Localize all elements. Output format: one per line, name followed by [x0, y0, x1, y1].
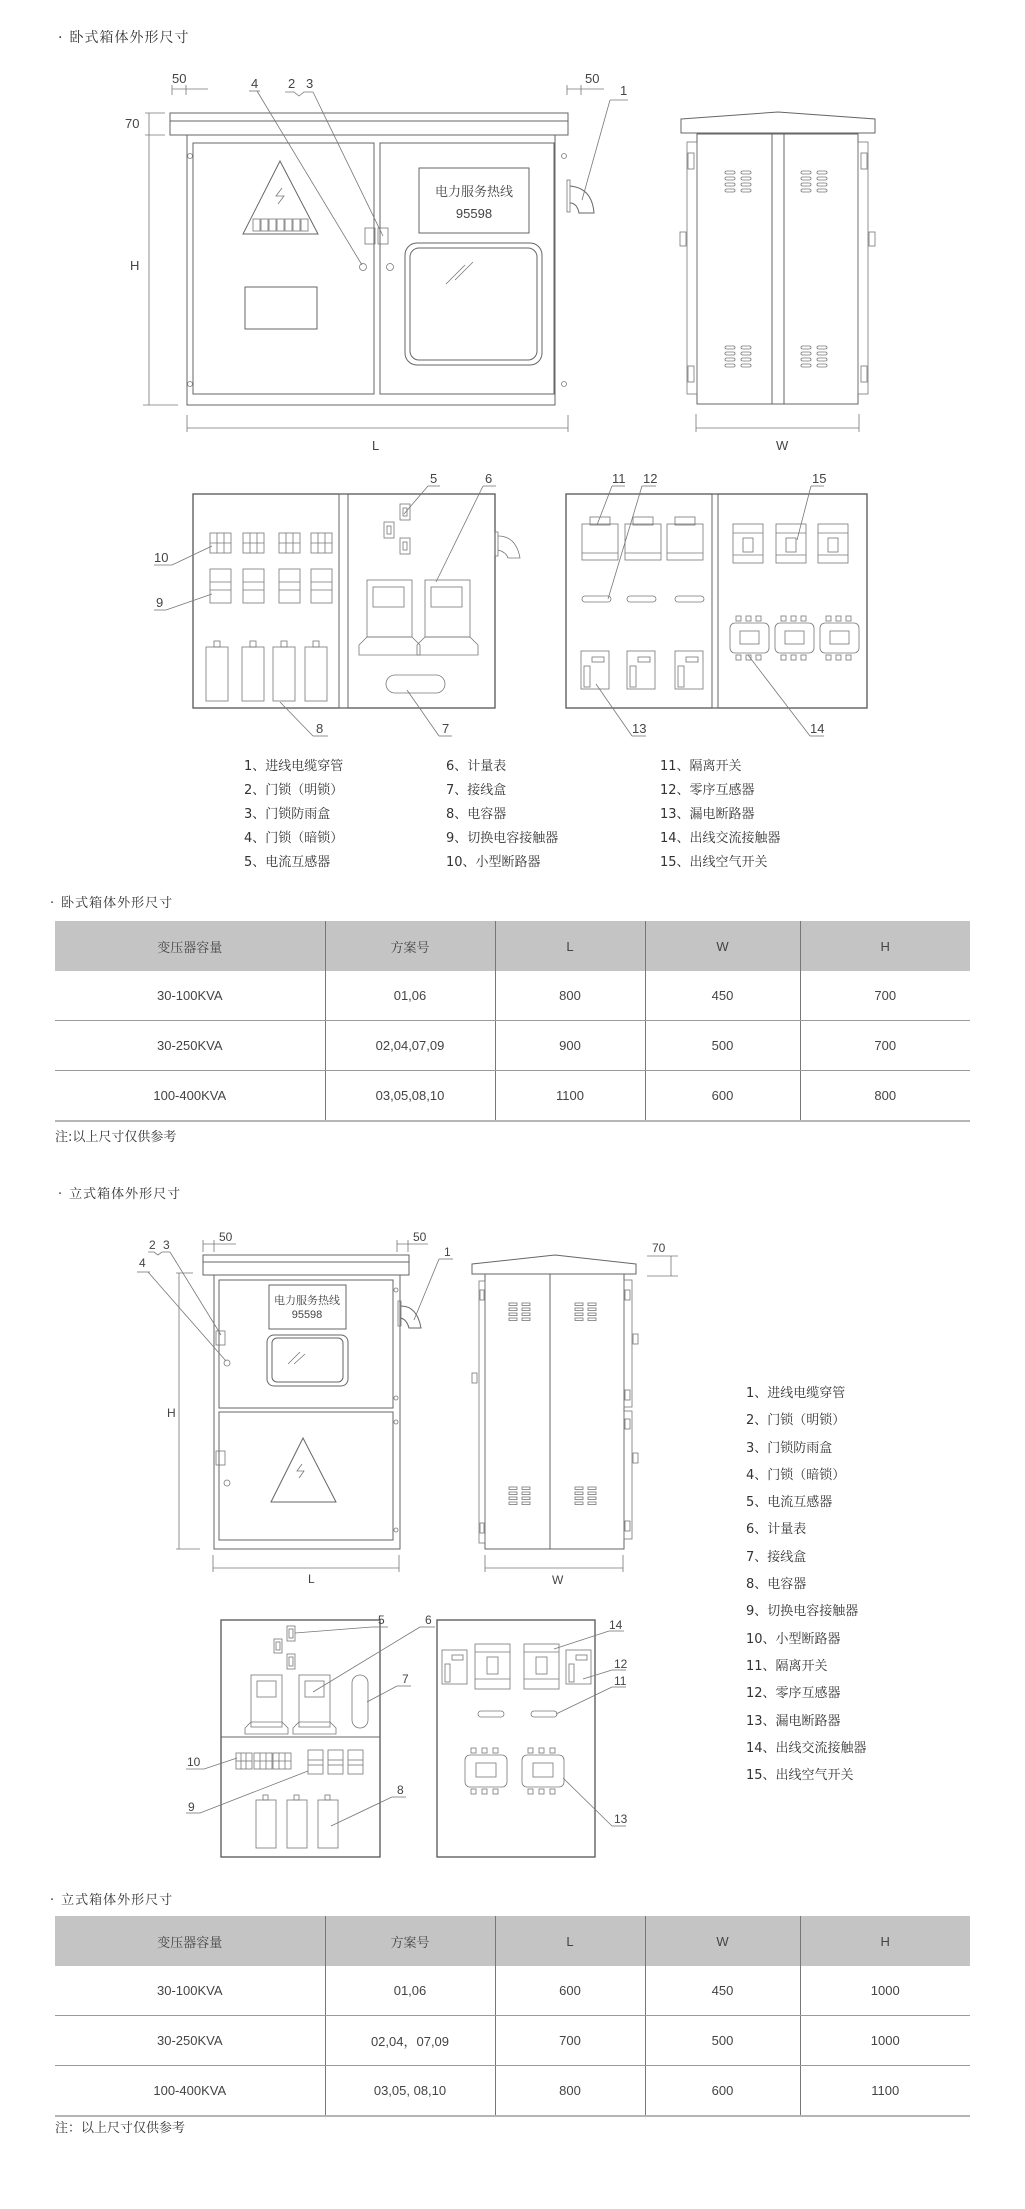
vertical-callout-8: 8: [397, 1783, 404, 1797]
legend-item: 5、电流互感器: [746, 1495, 833, 1511]
legend-item: 13、漏电断路器: [746, 1713, 841, 1729]
legend-item: 4、门锁（暗锁）: [244, 831, 344, 846]
dim-label-l: L: [372, 438, 380, 453]
legend-item: 15、出线空气开关: [660, 855, 768, 870]
callout-11: 11: [612, 471, 626, 486]
header-w: W: [645, 1916, 800, 1966]
vertical-legend: [746, 1380, 867, 1789]
legend-item: 14、出线交流接触器: [746, 1740, 867, 1756]
callout-1: 1: [620, 83, 628, 98]
vertical-dim-70: 70: [652, 1241, 666, 1255]
header-capacity: 变压器容量: [55, 1916, 325, 1966]
legend-item: 15、出线空气开关: [746, 1768, 854, 1784]
vertical-callout-9: 9: [188, 1800, 195, 1814]
vertical-section-title: · 立式箱体外形尺寸: [58, 1187, 182, 1202]
vertical-callout-1: 1: [444, 1245, 451, 1259]
vertical-callout-4: 4: [139, 1256, 146, 1270]
legend-item: 7、接线盒: [746, 1549, 807, 1565]
dim-label-h: H: [130, 258, 140, 273]
callout-2: 2: [288, 76, 296, 91]
callout-7: 7: [442, 721, 450, 736]
vertical-callout-11: 11: [614, 1674, 627, 1688]
callout-15: 15: [812, 471, 827, 486]
legend-item: 12、零序互感器: [746, 1686, 841, 1702]
legend-item: 12、零序互感器: [660, 783, 755, 798]
table-row: 100-400KVA 03,05, 08,10 800 600 1100: [55, 2066, 970, 2117]
callout-4: 4: [251, 76, 259, 91]
header-h: H: [800, 1916, 970, 1966]
legend-item: 13、漏电断路器: [660, 807, 755, 822]
legend-item: 6、计量表: [446, 759, 507, 774]
hotline-label: 电力服务热线: [434, 184, 514, 199]
legend-item: 7、接线盒: [446, 783, 507, 798]
legend-item: 2、门锁（明锁）: [746, 1413, 846, 1429]
header-l: L: [495, 1916, 645, 1966]
vertical-dimension-table: [55, 1916, 970, 2117]
vertical-callout-6: 6: [425, 1613, 432, 1627]
table-row: 30-250KVA 02,04，07,09 700 500 1000: [55, 2016, 970, 2066]
table-row: 30-100KVA 01,06 600 450 1000: [55, 1966, 970, 2016]
vertical-dim-50-right: 50: [413, 1230, 427, 1244]
legend-item: 1、进线电缆穿管: [746, 1386, 846, 1401]
vertical-callout-2: 2: [149, 1238, 156, 1252]
vertical-table-title: · 立式箱体外形尺寸: [50, 1893, 174, 1908]
dim-label-50-right: 50: [585, 71, 600, 86]
legend-item: 10、小型断路器: [446, 855, 541, 870]
vertical-callout-10: 10: [187, 1755, 201, 1769]
vertical-callout-7: 7: [402, 1672, 409, 1686]
legend-item: 11、隔离开关: [746, 1658, 828, 1674]
header-scheme: 方案号: [325, 921, 495, 971]
vertical-dim-w: W: [552, 1573, 564, 1587]
legend-item: 9、切换电容接触器: [446, 831, 559, 846]
legend-item: 9、切换电容接触器: [746, 1604, 859, 1620]
legend-item: 5、电流互感器: [244, 855, 331, 870]
table-row: 30-250KVA 02,04,07,09 900 500 700: [55, 1021, 970, 1071]
horizontal-table-title: · 卧式箱体外形尺寸: [50, 896, 174, 911]
callout-10: 10: [154, 550, 169, 565]
header-capacity: 变压器容量: [55, 921, 325, 971]
dim-label-50-left: 50: [172, 71, 187, 86]
table-row: 30-100KVA 01,06 800 450 700: [55, 971, 970, 1021]
vertical-callout-3: 3: [163, 1238, 170, 1252]
vertical-callout-14: 14: [609, 1618, 623, 1632]
legend-item: 14、出线交流接触器: [660, 831, 781, 846]
legend-item: 10、小型断路器: [746, 1631, 841, 1647]
legend-item: 2、门锁（明锁）: [244, 783, 344, 798]
vertical-table-note: 注：以上尺寸仅供参考: [55, 2121, 186, 2136]
dim-label-w: W: [776, 438, 789, 453]
legend-item: 11、隔离开关: [660, 759, 742, 774]
vertical-dim-50-left: 50: [219, 1230, 233, 1244]
callout-5: 5: [430, 471, 438, 486]
callout-9: 9: [156, 595, 164, 610]
header-scheme: 方案号: [325, 1916, 495, 1966]
hotline-number: 95598: [455, 206, 493, 221]
callout-3: 3: [306, 76, 314, 91]
vertical-dim-l: L: [308, 1572, 315, 1586]
vertical-callout-5: 5: [378, 1613, 385, 1627]
header-l: L: [495, 921, 645, 971]
legend-item: 3、门锁防雨盒: [244, 807, 331, 822]
horizontal-table-note: 注:以上尺寸仅供参考: [55, 1130, 177, 1145]
legend-item: 6、计量表: [746, 1522, 807, 1538]
table-header-row: [55, 1916, 970, 1966]
vertical-callout-13: 13: [614, 1812, 628, 1826]
callout-12: 12: [643, 471, 658, 486]
vertical-callout-12: 12: [614, 1657, 628, 1671]
legend-item: 8、电容器: [746, 1577, 807, 1593]
legend-item: 1、进线电缆穿管: [244, 759, 344, 774]
vertical-dim-h: H: [167, 1406, 176, 1420]
horizontal-section-title: · 卧式箱体外形尺寸: [58, 30, 190, 46]
callout-13: 13: [632, 721, 647, 736]
callout-14: 14: [810, 721, 825, 736]
legend-item: 3、门锁防雨盒: [746, 1440, 833, 1456]
vertical-hotline-number: 95598: [291, 1309, 323, 1321]
callout-8: 8: [316, 721, 324, 736]
header-h: H: [800, 921, 970, 971]
dim-label-70: 70: [125, 116, 140, 131]
header-w: W: [645, 921, 800, 971]
legend-item: 4、门锁（暗锁）: [746, 1467, 846, 1483]
vertical-hotline-label: 电力服务热线: [274, 1295, 340, 1307]
legend-item: 8、电容器: [446, 807, 507, 822]
callout-6: 6: [485, 471, 493, 486]
table-row: 100-400KVA 03,05,08,10 1100 600 800: [55, 1071, 970, 1122]
